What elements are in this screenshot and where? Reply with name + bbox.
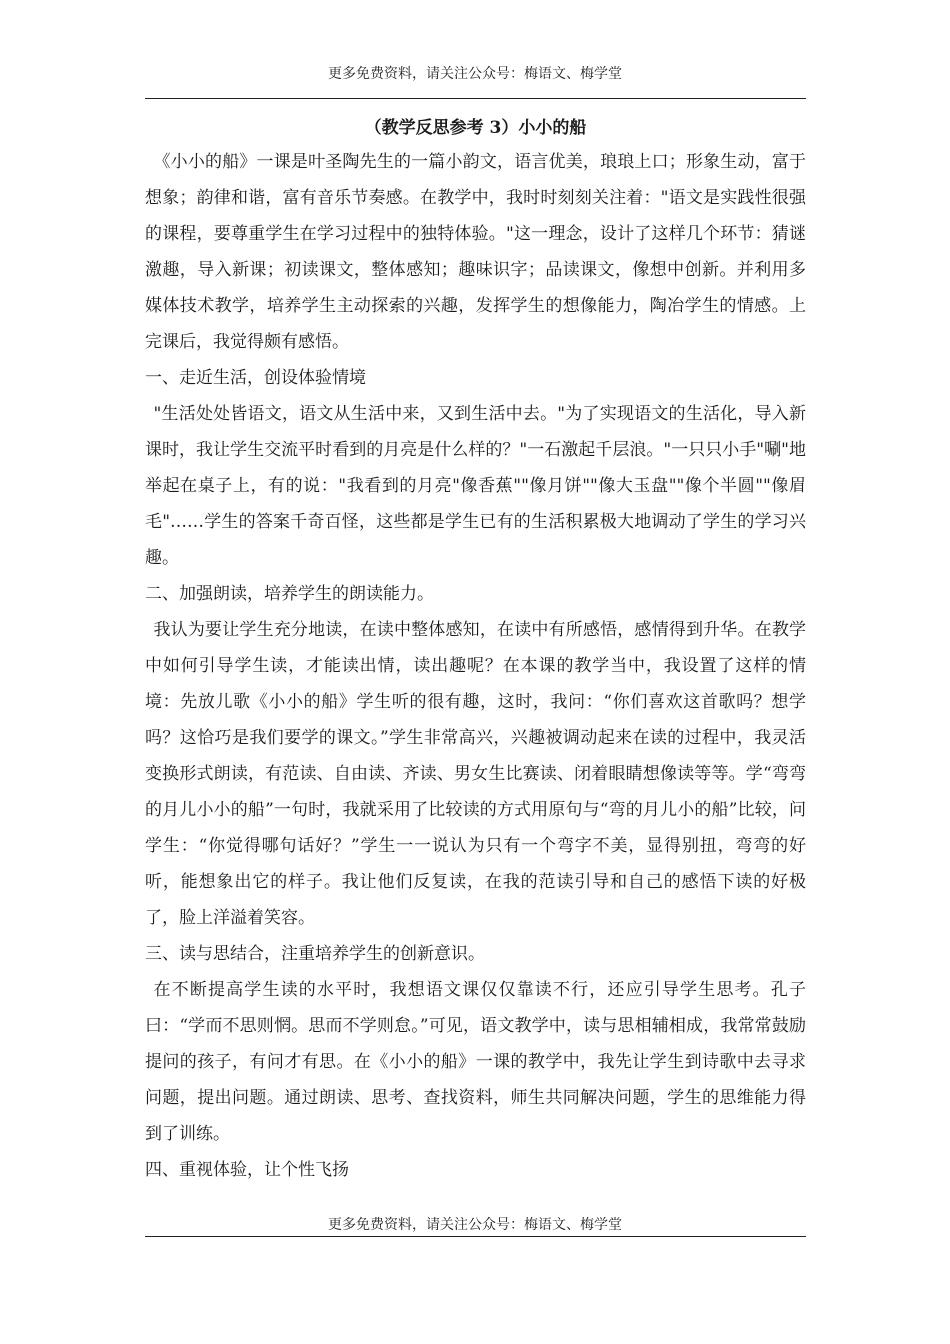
- footer-note: 更多免费资料，请关注公众号：梅语文、梅学堂: [328, 1217, 622, 1233]
- header-note: 更多免费资料，请关注公众号：梅语文、梅学堂: [328, 66, 622, 82]
- paragraph-intro: 《小小的船》一课是叶圣陶先生的一篇小韵文，语言优美，琅琅上口；形象生动，富于想象；韵律和谐，富有音乐节奏感。在教学中，我时时刻刻关注着："语文是实践性很强的课程，要尊重学生在学习过程中的独特体验。"这一理念，设计了这样几个环节：猜谜激趣，导入新课；初读课文，整体感知；趣味识字；品读课文，像想中创新。并利用多媒体技术教学，培养学生主动探索的兴趣，发挥学生的想像能力，陶冶学生的情感。上完课后，我觉得颇有感悟。: [145, 152, 806, 352]
- section-heading-2: 二、加强朗读，培养学生的朗读能力。: [145, 584, 434, 604]
- paragraph-section-3: 在不断提高学生读的水平时，我想语文课仅仅靠读不行，还应引导学生思考。孔子曰：“学而不思则惘。思而不学则怠。”可见，语文教学中，读与思相辅相成，我常常鼓励提问的孩子，有问才有思。在《小小的船》一课的教学中，我先让学生到诗歌中去寻求问题，提出问题。通过朗读、思考、查找资料，师生共同解决问题，学生的思维能力得到了训练。: [145, 980, 806, 1144]
- document-body: [145, 114, 806, 1188]
- paragraph-section-1: "生活处处皆语文，语文从生活中来，又到生活中去。"为了实现语文的生活化，导入新课时，我让学生交流平时看到的月亮是什么样的？"一石激起千层浪。"一只只小手"唰"地举起在桌子上，有的说："我看到的月亮"像香蕉""像月饼""像大玉盘""像个半圆""像眉毛"……学生的答案千奇百怪，这些都是学生已有的生活积累极大地调动了学生的学习兴趣。: [145, 404, 806, 568]
- footer-divider: [145, 1236, 806, 1237]
- section-heading-1: 一、走近生活，创设体验情境: [145, 368, 366, 388]
- header-divider: [145, 98, 806, 99]
- page-title: （教学反思参考 3）小小的船: [364, 118, 587, 138]
- section-heading-3: 三、读与思结合，注重培养学生的创新意识。: [145, 944, 485, 964]
- section-heading-4: 四、重视体验，让个性飞扬: [145, 1160, 349, 1180]
- paragraph-section-2: 我认为要让学生充分地读，在读中整体感知，在读中有所感悟，感情得到升华。在教学中如何引导学生读，才能读出情，读出趣呢？在本课的教学当中，我设置了这样的情境：先放儿歌《小小的船》学生听的很有趣，这时，我问：“你们喜欢这首歌吗？想学吗？这恰巧是我们要学的课文。”学生非常高兴，兴趣被调动起来在读的过程中，我灵活变换形式朗读，有范读、自由读、齐读、男女生比赛读、闭着眼睛想像读等等。学“弯弯的月儿小小的船”一句时，我就采用了比较读的方式用原句与“弯的月儿小的船”比较，问学生：“你觉得哪句话好？”学生一一说认为只有一个弯字不美，显得别扭，弯弯的好听，能想象出它的样子。我让他们反复读，在我的范读引导和自己的感悟下读的好极了，脸上洋溢着笑容。: [145, 620, 806, 928]
